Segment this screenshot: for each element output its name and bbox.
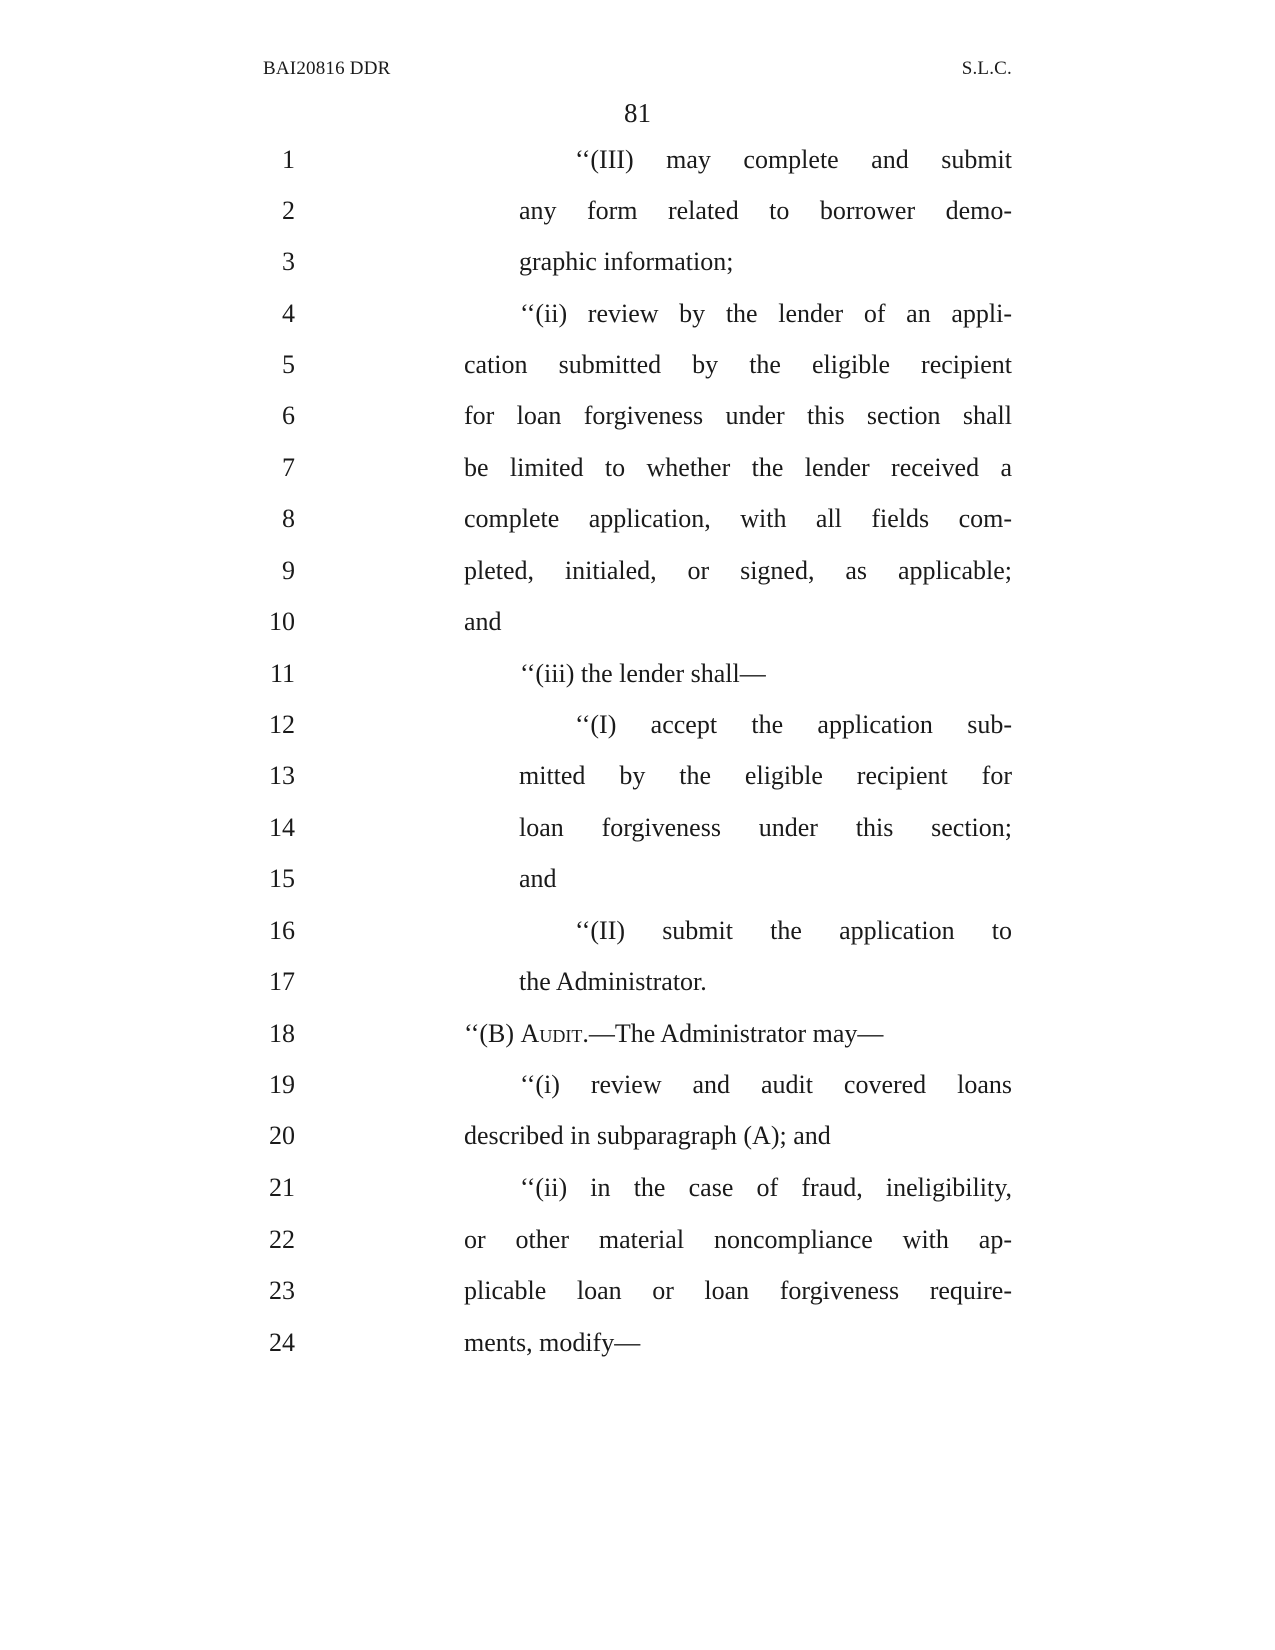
line-11: [0, 654, 1275, 694]
line-number: 23: [269, 1276, 295, 1305]
line-14: [0, 808, 1275, 848]
line-text: or other material noncompliance with ap-: [464, 1225, 1012, 1254]
line-3: [0, 242, 1275, 282]
line-number: 19: [269, 1070, 295, 1099]
line-number: 8: [282, 504, 295, 533]
line-9: [0, 551, 1275, 591]
line-text: any form related to borrower demo-: [519, 196, 1012, 225]
document-id: BAI20816 DDR: [263, 58, 391, 79]
line-12: [0, 705, 1275, 745]
line-18: [0, 1014, 1275, 1054]
line-22: [0, 1220, 1275, 1260]
line-text: ments, modify—: [464, 1328, 641, 1357]
line-text: ‘‘(II) submit the application to: [575, 916, 1012, 945]
line-number: 13: [269, 761, 295, 790]
line-number: 22: [269, 1225, 295, 1254]
heading-small-caps: Audit: [520, 1019, 583, 1048]
line-text: mitted by the eligible recipient for: [519, 761, 1012, 790]
line-text: and: [519, 864, 557, 893]
line-number: 5: [282, 350, 295, 379]
line-text: cation submitted by the eligible recipient: [464, 350, 1012, 379]
line-2: [0, 191, 1275, 231]
line-16: [0, 911, 1275, 951]
line-number: 14: [269, 813, 295, 842]
line-text: be limited to whether the lender received a: [464, 453, 1012, 482]
line-number: 2: [282, 196, 295, 225]
line-number: 11: [269, 659, 295, 688]
line-number: 15: [269, 864, 295, 893]
office-code: S.L.C.: [961, 58, 1012, 79]
line-number: 1: [282, 145, 295, 174]
page-number: 81: [624, 98, 651, 128]
line-13: [0, 756, 1275, 796]
line-17: [0, 962, 1275, 1002]
line-20: [0, 1116, 1275, 1156]
heading-suffix: .—The Administrator may—: [582, 1019, 884, 1048]
line-23: [0, 1271, 1275, 1311]
line-text: the Administrator.: [519, 967, 707, 996]
line-19: [0, 1065, 1275, 1105]
line-5: [0, 345, 1275, 385]
line-1: [0, 140, 1275, 180]
line-text: ‘‘(ii) review by the lender of an appli-: [520, 299, 1012, 328]
heading-prefix: ‘‘(B): [464, 1019, 521, 1048]
line-text: ‘‘(iii) the lender shall—: [520, 659, 766, 688]
line-10: [0, 602, 1275, 642]
line-24: [0, 1323, 1275, 1363]
line-number: 7: [282, 453, 295, 482]
line-6: [0, 396, 1275, 436]
line-text: plicable loan or loan forgiveness require-: [464, 1276, 1012, 1305]
line-number: 21: [269, 1173, 295, 1202]
line-text: for loan forgiveness under this section shall: [464, 401, 1012, 430]
line-7: [0, 448, 1275, 488]
line-number: 20: [269, 1121, 295, 1150]
line-text: complete application, with all fields com-: [464, 504, 1012, 533]
line-number: 24: [269, 1328, 295, 1357]
line-number: 10: [269, 607, 295, 636]
line-8: [0, 499, 1275, 539]
line-text: loan forgiveness under this section;: [519, 813, 1012, 842]
line-number: 9: [282, 556, 295, 585]
line-21: [0, 1168, 1275, 1208]
line-4: [0, 294, 1275, 334]
line-number: 4: [282, 299, 295, 328]
line-text: ‘‘(III) may complete and submit: [575, 145, 1012, 174]
line-number: 3: [282, 247, 295, 276]
line-text: and: [464, 607, 502, 636]
line-number: 16: [269, 916, 295, 945]
line-text: ‘‘(ii) in the case of fraud, ineligibility,: [520, 1173, 1012, 1202]
line-text: pleted, initialed, or signed, as applicable;: [464, 556, 1012, 585]
line-text: graphic information;: [519, 247, 734, 276]
line-number: 18: [269, 1019, 295, 1048]
line-text: ‘‘(I) accept the application sub-: [575, 710, 1012, 739]
line-number: 12: [269, 710, 295, 739]
line-text: ‘‘(i) review and audit covered loans: [520, 1070, 1012, 1099]
line-number: 6: [282, 401, 295, 430]
line-15: [0, 859, 1275, 899]
line-number: 17: [269, 967, 295, 996]
line-text: described in subparagraph (A); and: [464, 1121, 831, 1150]
line-text: [464, 1014, 1012, 1054]
